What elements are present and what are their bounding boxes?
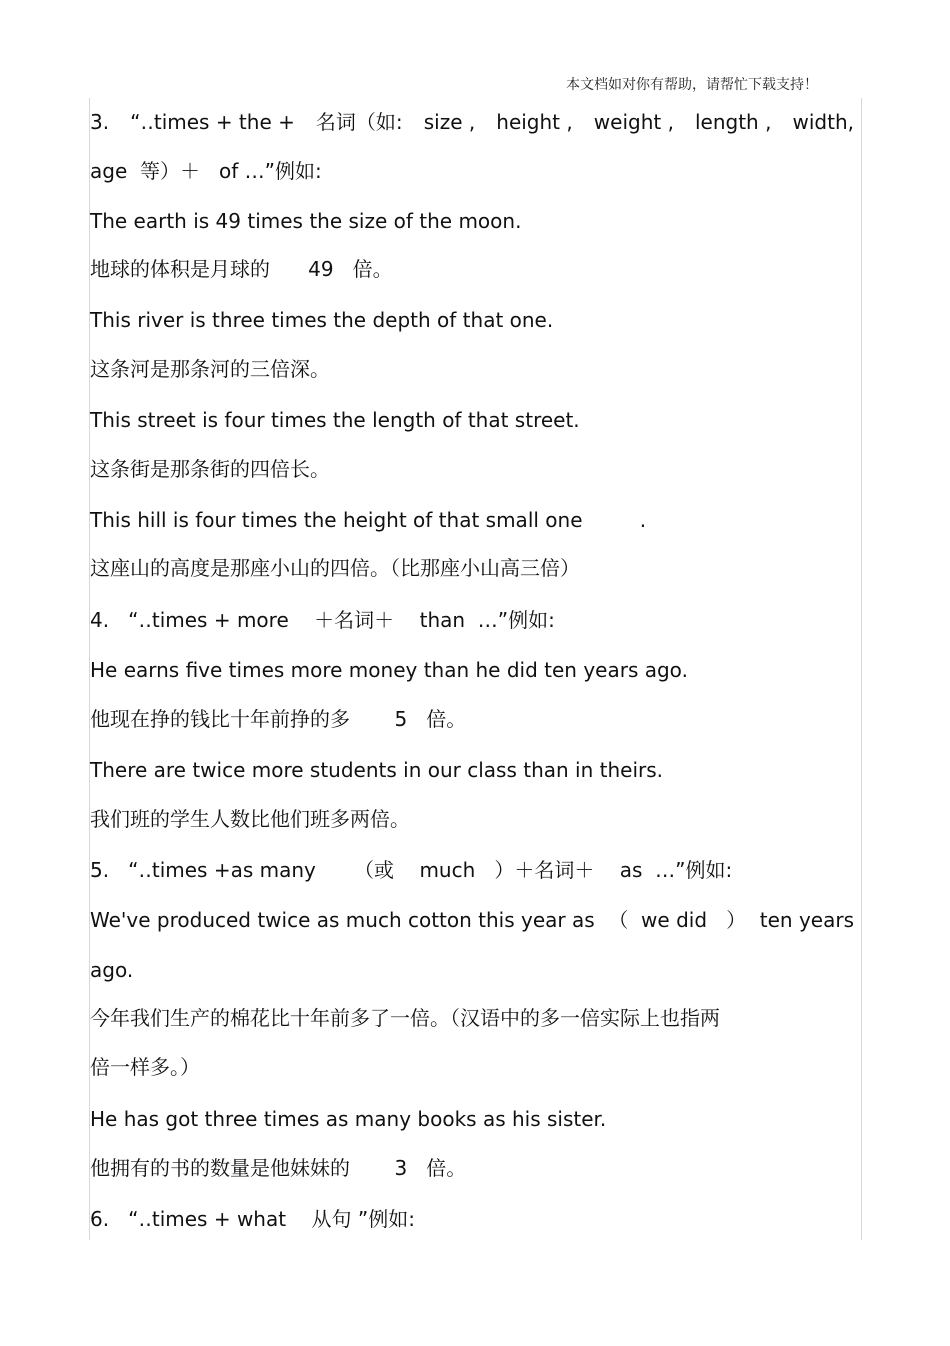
example-street-zh: 这条街是那条街的四倍长。	[90, 457, 330, 481]
rule-3-pattern: “‥times + the +	[130, 110, 295, 134]
example-river-zh: 这条河是那条河的三倍深。	[90, 357, 330, 381]
rule-3-weight: weight ,	[593, 110, 674, 134]
example-books-zh: 他拥有的书的数量是他妹妹的 3 倍。	[90, 1156, 467, 1180]
rule-3-size: size ,	[423, 110, 476, 134]
example-cotton-zh-cont: 倍一样多。）	[90, 1055, 200, 1079]
cotton-paren: （ we did ）	[608, 908, 747, 932]
example-cotton-en-cont: ago.	[90, 958, 134, 982]
example-river-en: This river is three times the depth of that one.	[90, 308, 554, 332]
rule-3-continuation: age 等）＋ of …”例如:	[90, 159, 322, 183]
example-students-zh: 我们班的学生人数比他们班多两倍。	[90, 807, 410, 831]
example-books-en: He has got three times as many books as his sister.	[90, 1107, 607, 1131]
example-earns-zh: 他现在挣的钱比十年前挣的多 5 倍。	[90, 707, 467, 731]
cotton-tail: ten years	[759, 908, 854, 932]
rule-3-length: length ,	[694, 110, 772, 134]
rule-3-noun: 名词（如:	[315, 110, 403, 134]
rule-3-width: width,	[792, 110, 854, 134]
example-earth-en: The earth is 49 times the size of the moon.	[90, 209, 522, 233]
header-support-text: 本文档如对你有帮助，请帮忙下载支持！	[566, 77, 818, 93]
rule-3-height: height ,	[496, 110, 573, 134]
rule-6-heading: 6. “‥times + what 从句 ”例如:	[90, 1207, 415, 1231]
example-cotton-zh: 今年我们生产的棉花比十年前多了一倍。（汉语中的多一倍实际上也指两	[90, 1006, 720, 1030]
example-hill-zh: 这座山的高度是那座小山的四倍。（比那座小山高三倍）	[90, 556, 580, 580]
example-street-en: This street is four times the length of that street.	[90, 408, 580, 432]
rule-4-heading: 4. “‥times + more ＋名词＋ than …”例如:	[90, 608, 555, 632]
example-earth-zh: 地球的体积是月球的 49 倍。	[90, 257, 393, 281]
cotton-main: We've produced twice as much cotton this year as	[90, 908, 595, 932]
rule-3-number: 3.	[90, 110, 110, 134]
example-earns-en: He earns five times more money than he did ten years ago.	[90, 658, 688, 682]
line-rule-3	[90, 109, 854, 135]
example-hill-en: This hill is four times the height of that small one .	[90, 508, 647, 532]
example-cotton-en	[90, 907, 854, 933]
rule-5-heading: 5. “‥times +as many （或 much ）＋名词＋ as …”例如:	[90, 858, 733, 882]
example-students-en: There are twice more students in our class than in theirs.	[90, 758, 664, 782]
